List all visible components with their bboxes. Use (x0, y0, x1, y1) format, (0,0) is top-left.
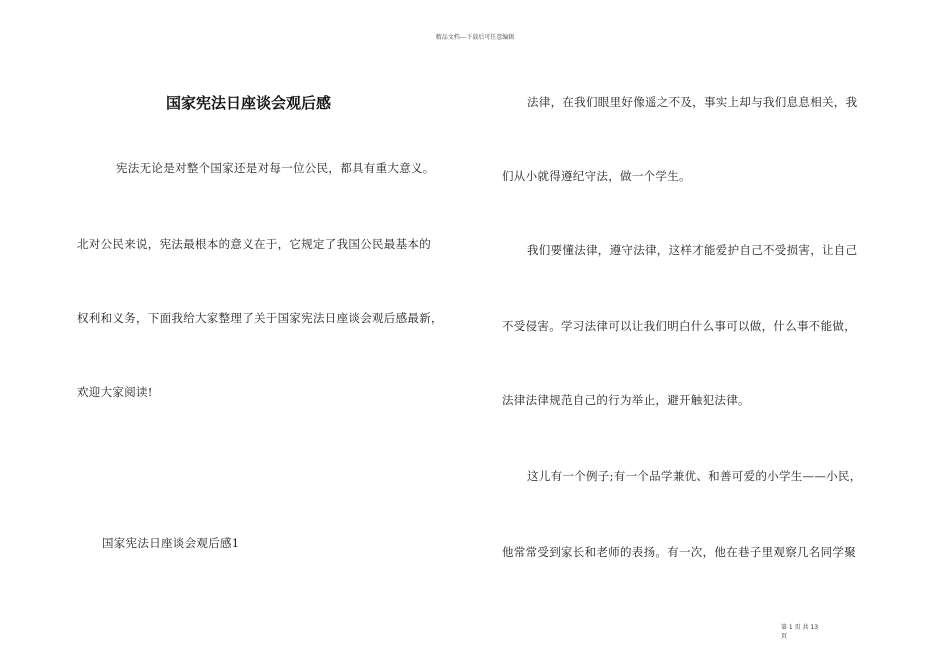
right-paragraph-line: 不受侵害。学习法律可以让我们明白什么事可以做，什么事不能做， (502, 319, 856, 333)
document-title: 国家宪法日座谈会观后感 (166, 94, 332, 112)
left-paragraph-line: 北对公民来说，宪法最根本的意义在于，它规定了我国公民最基本的 (77, 237, 431, 251)
left-paragraph-line: 欢迎大家阅读! (77, 385, 153, 399)
right-paragraph-line: 我们要懂法律，遵守法律，这样才能爱护自己不受损害，让自己 (527, 243, 858, 257)
left-paragraph-line: 权利和义务，下面我给大家整理了关于国家宪法日座谈会观后感最新， (77, 311, 443, 325)
right-paragraph-line: 法律，在我们眼里好像遥之不及，事实上却与我们息息相关，我 (527, 95, 858, 109)
left-paragraph-line: 宪法无论是对整个国家还是对每一位公民，都具有重大意义。 (116, 161, 435, 175)
right-paragraph-line: 他常常受到家长和老师的表扬。有一次，他在巷子里观察几名同学聚 (502, 545, 856, 559)
right-paragraph-line: 们从小就得遵纪守法，做一个学生。 (502, 169, 691, 183)
section-heading: 国家宪法日座谈会观后感1 (102, 536, 240, 550)
page-number-line: 页 (781, 633, 788, 640)
page-number-line: 第 1 页 共 13 (781, 624, 819, 631)
page-number (781, 623, 818, 641)
right-paragraph-line: 这儿有一个例子;有一个品学兼优、和善可爱的小学生——小民， (527, 469, 862, 483)
right-paragraph-line: 法律法律规范自己的行为举止，避开触犯法律。 (502, 393, 750, 407)
page-header: 精品文档---下载后可任意编辑 (435, 34, 515, 41)
